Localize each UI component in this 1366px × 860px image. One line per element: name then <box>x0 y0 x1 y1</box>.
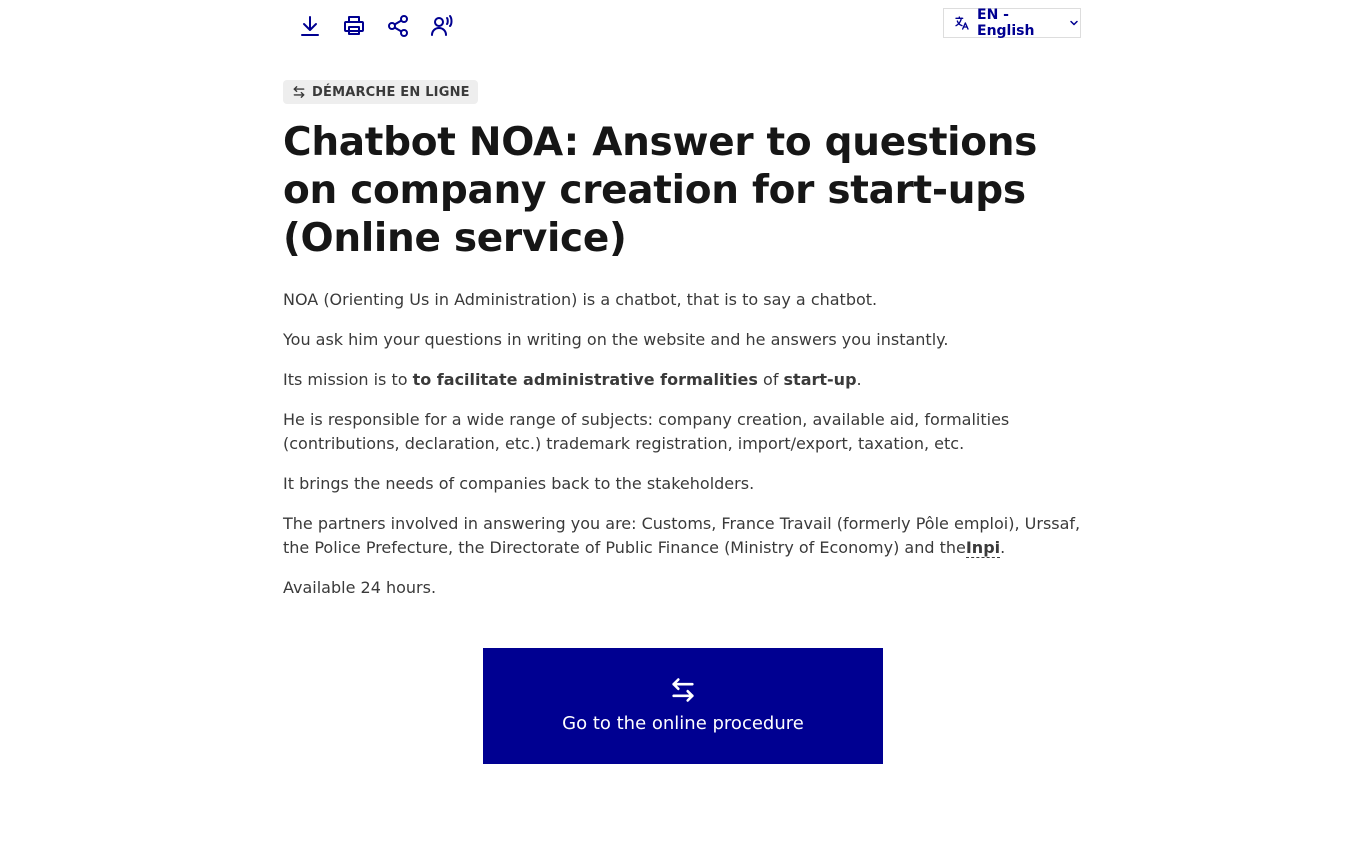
text: . <box>1000 538 1006 557</box>
share-icon <box>386 14 410 38</box>
text: Its mission is to <box>283 370 413 389</box>
paragraph: Available 24 hours. <box>283 578 437 597</box>
online-procedure-tag <box>283 80 478 104</box>
print-icon <box>342 14 366 38</box>
toolbar <box>294 10 458 42</box>
inpi-abbreviation[interactable]: Inpi <box>965 538 1001 557</box>
language-selector[interactable] <box>943 8 1081 38</box>
paragraph: NOA (Orienting Us in Administration) is a chatbot, that is to say a chatbot. <box>283 290 878 309</box>
download-button[interactable] <box>294 10 326 42</box>
paragraph: It brings the needs of companies back to the stakeholders. <box>283 474 755 493</box>
online-procedure-button[interactable] <box>483 648 883 764</box>
cta-label: Go to the online procedure <box>562 713 804 734</box>
description <box>283 288 1083 616</box>
paragraph: You ask him your questions in writing on the website and he answers you instantly. <box>283 330 949 349</box>
print-button[interactable] <box>338 10 370 42</box>
tag-label: DÉMARCHE EN LIGNE <box>312 84 470 100</box>
text: of <box>757 370 784 389</box>
bold-text: start-up <box>783 370 857 389</box>
paragraph <box>283 368 1083 392</box>
text: The partners involved in answering you are: Customs, France Travail (formerly Pôle emploi), Urssaf, the Police Prefecture, the Directorate of Public Finance (Ministry of Economy) and the <box>283 514 1081 557</box>
swap-arrows-icon <box>669 676 697 704</box>
page-title: Chatbot NOA: Answer to questions on company creation for start-ups (Online service) <box>283 120 1038 261</box>
download-icon <box>298 14 322 38</box>
listen-icon <box>430 14 454 38</box>
bold-text: to facilitate administrative formalities <box>412 370 758 389</box>
chevron-down-icon <box>1068 17 1080 29</box>
text: . <box>856 370 862 389</box>
paragraph: He is responsible for a wide range of subjects: company creation, available aid, formalities (contributions, declaration, etc.) trademark registration, import/export, taxation, etc. <box>283 410 1010 453</box>
paragraph <box>283 512 1083 560</box>
translate-icon <box>954 15 970 31</box>
swap-arrows-icon <box>292 85 306 99</box>
listen-button[interactable] <box>426 10 458 42</box>
language-label: EN - English <box>977 7 1035 39</box>
share-button[interactable] <box>382 10 414 42</box>
